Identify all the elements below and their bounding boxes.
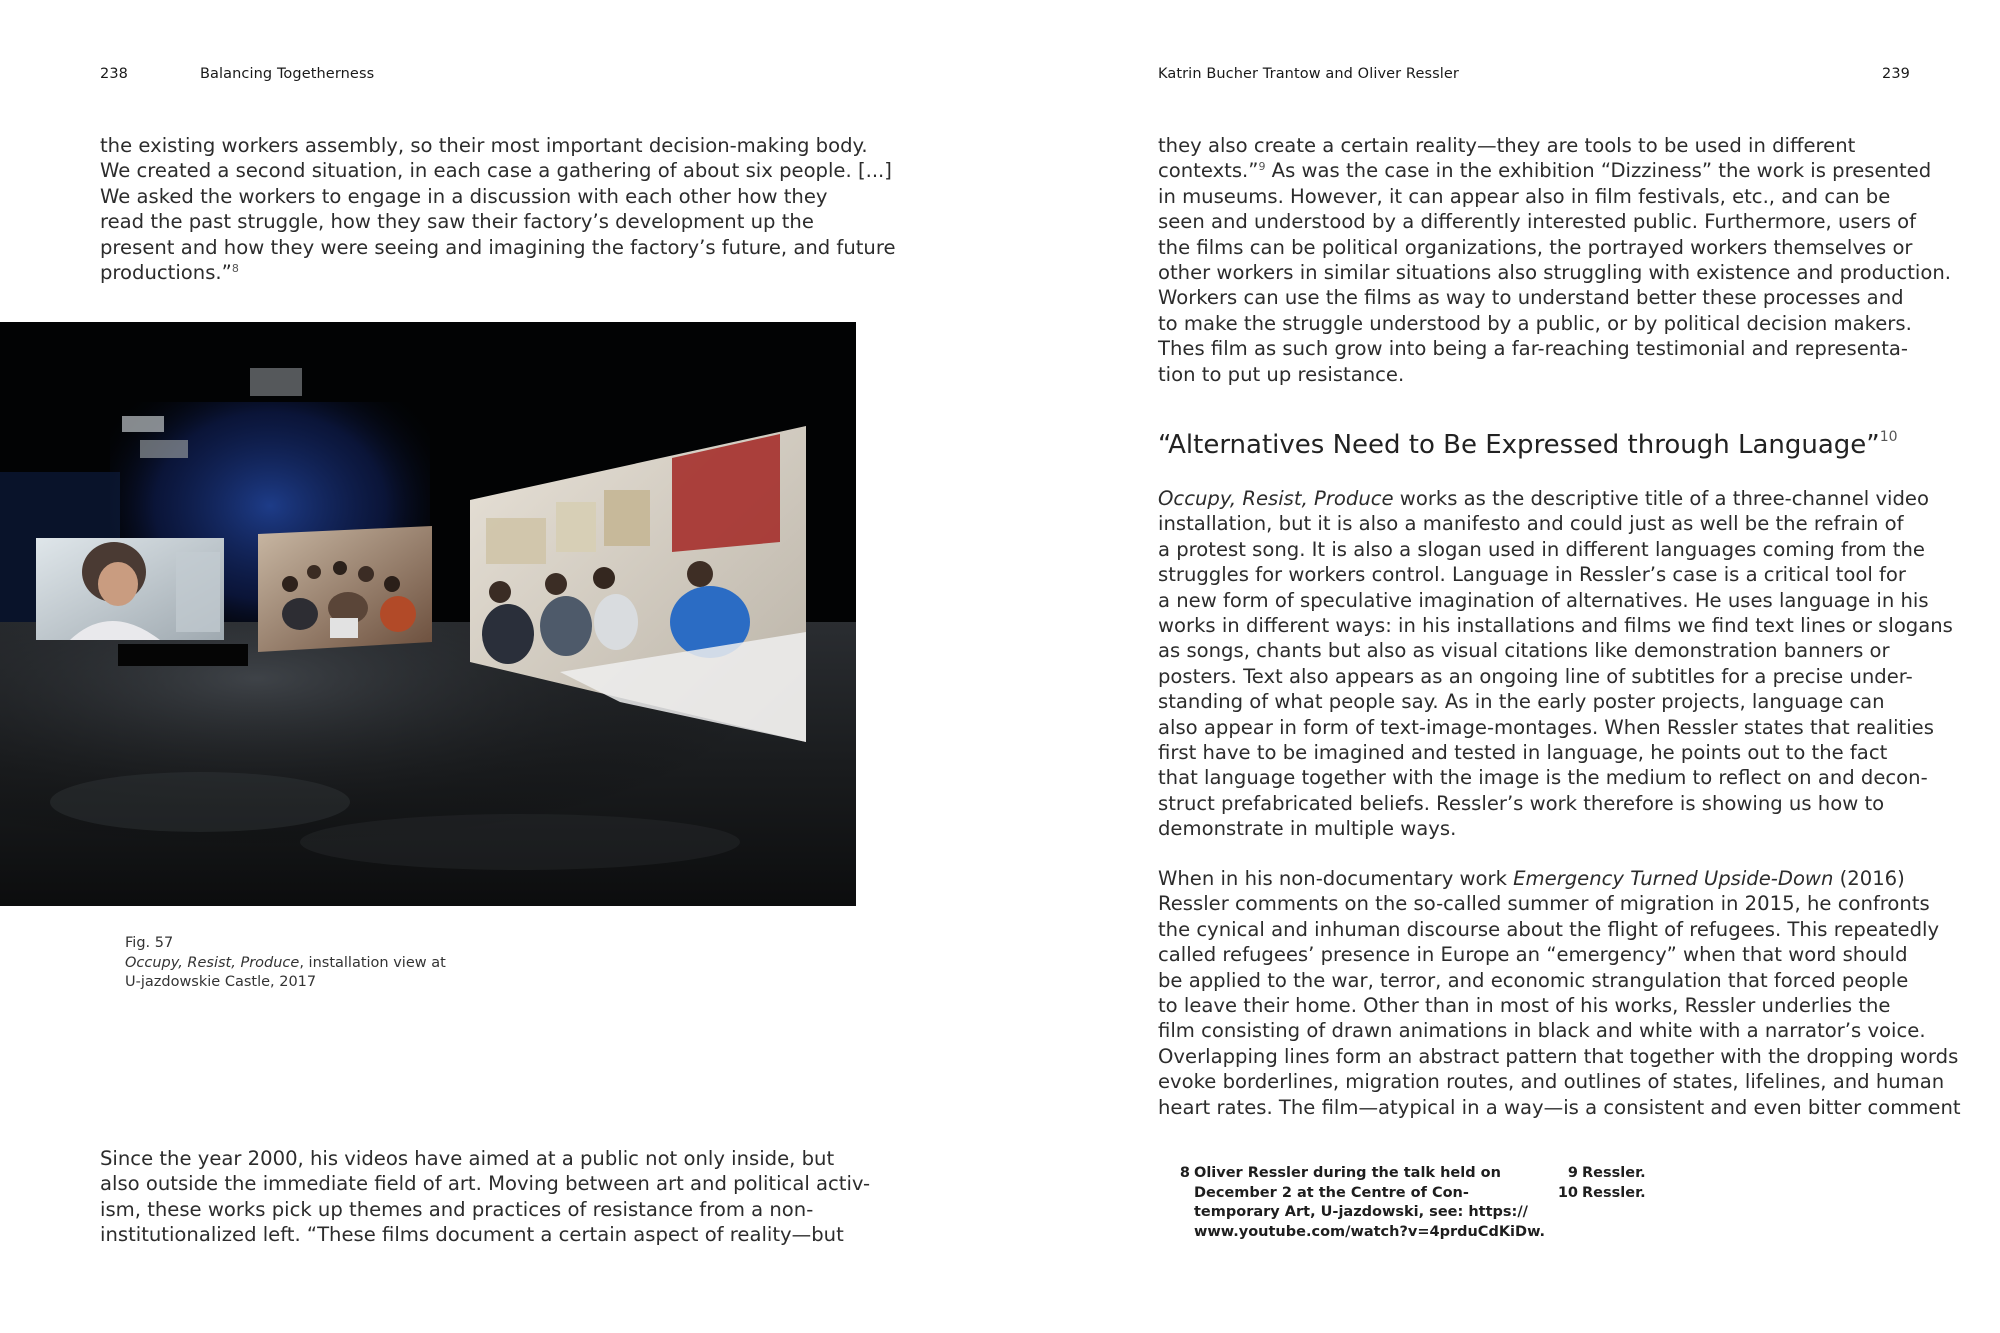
- footnote-line: December 2 at the Centre of Con-: [1194, 1184, 1469, 1201]
- text-line: to make the struggle understood by a public, or by political decision makers.: [1158, 311, 1912, 335]
- footnote-text: [1582, 1184, 1646, 1204]
- text-line: film consisting of drawn animations in black and white with a narrator’s voice.: [1158, 1019, 1926, 1043]
- left-page-number: 238: [100, 66, 128, 82]
- caption-label: Fig. 57: [125, 935, 174, 951]
- text-line: institutionalized left. “These films document a certain aspect of reality—but: [100, 1223, 844, 1247]
- text-line: in museums. However, it can appear also in film festivals, etc., and can be: [1158, 184, 1891, 208]
- right-paragraph-2: [1158, 486, 1953, 842]
- left-bottom-paragraph: [100, 1146, 870, 1248]
- text-fragment: As was the case in the exhibition “Dizziness” the work is presented: [1265, 159, 1932, 183]
- footnote-9: [1556, 1164, 1756, 1184]
- figure-caption: [125, 934, 446, 993]
- footnote-line: Ressler.: [1582, 1185, 1646, 1201]
- caption-line-2: U-jazdowskie Castle, 2017: [125, 974, 317, 990]
- text-line: also appear in form of text-image-montages. When Ressler states that realities: [1158, 715, 1934, 739]
- text-line: a new form of speculative imagination of alternatives. He uses language in his: [1158, 588, 1929, 612]
- footnote-ref-8[interactable]: 8: [231, 262, 239, 276]
- text-line: [1158, 486, 1953, 511]
- text-line: Workers can use the films as way to understand better these processes and: [1158, 286, 1904, 310]
- text-line: standing of what people say. As in the early poster projects, language can: [1158, 690, 1885, 714]
- installation-photo-illustration: [0, 322, 856, 906]
- text-fragment: (2016): [1833, 867, 1905, 890]
- text-line: Since the year 2000, his videos have aimed at a public not only inside, but: [100, 1147, 835, 1170]
- text-line: heart rates. The film—atypical in a way—is a consistent and even bitter comment: [1158, 1095, 1961, 1119]
- text-fragment: When in his non-documentary work: [1158, 867, 1514, 890]
- text-line: We asked the workers to engage in a discussion with each other how they: [100, 184, 828, 208]
- text-line: We created a second situation, in each case a gathering of about six people. [...]: [100, 159, 892, 183]
- text-line: [1158, 158, 1951, 183]
- footnote-ref-10[interactable]: 10: [1879, 429, 1898, 445]
- footnote-number: 9: [1567, 1165, 1578, 1181]
- text-line: present and how they were seeing and imagining the factory’s future, and future: [100, 235, 896, 259]
- footnote-line: temporary Art, U-jazdowski, see: https://: [1194, 1204, 1528, 1220]
- text-line: ism, these works pick up themes and practices of resistance from a non-: [100, 1197, 814, 1221]
- caption-line-1: [125, 954, 446, 974]
- text-line: as songs, chants but also as visual citations like demonstration banners or: [1158, 639, 1890, 663]
- footnote-number: 10: [1557, 1185, 1578, 1201]
- left-top-paragraph: [100, 133, 896, 285]
- work-title: Emergency Turned Upside-Down: [1513, 867, 1834, 890]
- right-running-head: Katrin Bucher Trantow and Oliver Ressler: [1158, 66, 1459, 82]
- footnote-line: Ressler.: [1582, 1165, 1646, 1181]
- left-running-head: Balancing Togetherness: [200, 66, 375, 82]
- text-line: the films can be political organizations, the portrayed workers themselves or: [1158, 235, 1913, 259]
- right-paragraph-3: [1158, 866, 1961, 1120]
- footnote-line: www.youtube.com/watch?v=4prduCdKiDw.: [1194, 1223, 1546, 1240]
- text-line: the cynical and inhuman discourse about the flight of refugees. This repeatedly: [1158, 917, 1940, 941]
- text-line: seen and understood by a differently interested public. Furthermore, users of: [1158, 210, 1917, 234]
- text-line: tion to put up resistance.: [1158, 362, 1405, 386]
- text-line: Overlapping lines form an abstract pattern that together with the dropping words: [1158, 1044, 1959, 1068]
- footnote-number: 8: [1179, 1165, 1190, 1181]
- installation-photo: [0, 322, 856, 906]
- text-line: evoke borderlines, migration routes, and outlines of states, lifelines, and human: [1158, 1070, 1945, 1094]
- footnote-text: [1194, 1164, 1545, 1242]
- caption-title: Occupy, Resist, Produce: [125, 954, 300, 971]
- text-line: the existing workers assembly, so their most important decision-making body.: [100, 134, 868, 157]
- text-line: posters. Text also appears as an ongoing line of subtitles for a precise under-: [1158, 664, 1913, 688]
- text-line-last: [100, 260, 896, 285]
- text-line: installation, but it is also a manifesto and could just as well be the refrain of: [1158, 512, 1904, 536]
- text-line: demonstrate in multiple ways.: [1158, 817, 1457, 841]
- text-line: to leave their home. Other than in most of his works, Ressler underlies the: [1158, 994, 1891, 1018]
- text-line: read the past struggle, how they saw their factory’s development up the: [100, 210, 814, 234]
- text-line: other workers in similar situations also struggling with existence and production.: [1158, 261, 1952, 285]
- footnote-text: [1582, 1164, 1646, 1184]
- text-line: called refugees’ presence in Europe an “emergency” when that word should: [1158, 943, 1908, 967]
- text-line: works in different ways: in his installations and films we find text lines or slogans: [1158, 614, 1953, 638]
- text-fragment: productions.”: [100, 261, 232, 285]
- footnote-ref-9[interactable]: 9: [1258, 160, 1266, 174]
- right-paragraph-1: [1158, 133, 1951, 387]
- section-heading: [1158, 430, 1898, 460]
- text-fragment: works as the descriptive title of a three-channel video: [1393, 487, 1929, 510]
- text-line: struggles for workers control. Language in Ressler’s case is a critical tool for: [1158, 563, 1906, 587]
- footnote-8: [1168, 1164, 1548, 1244]
- text-line: be applied to the war, terror, and economic strangulation that forced people: [1158, 968, 1909, 992]
- text-line: that language together with the image is the medium to reflect on and decon-: [1158, 766, 1928, 790]
- text-line: first have to be imagined and tested in language, he points out to the fact: [1158, 741, 1888, 765]
- text-line: they also create a certain reality—they are tools to be used in different: [1158, 134, 1856, 157]
- text-line: struct prefabricated beliefs. Ressler’s work therefore is showing us how to: [1158, 791, 1885, 815]
- text-line: Ressler comments on the so-called summer of migration in 2015, he confronts: [1158, 892, 1930, 916]
- right-page-number: 239: [1882, 66, 1910, 82]
- footnote-10: [1556, 1184, 1756, 1204]
- heading-text: “Alternatives Need to Be Expressed through Language”: [1158, 430, 1880, 460]
- text-line: a protest song. It is also a slogan used in different languages coming from the: [1158, 537, 1925, 561]
- text-line: also outside the immediate field of art. Moving between art and political activ-: [100, 1172, 871, 1196]
- work-title: Occupy, Resist, Produce: [1158, 487, 1394, 510]
- caption-text: , installation view at: [299, 954, 446, 971]
- footnote-line: Oliver Ressler during the talk held on: [1194, 1165, 1501, 1181]
- text-line: Thes film as such grow into being a far-reaching testimonial and representa-: [1158, 337, 1908, 361]
- text-line: [1158, 866, 1961, 891]
- text-fragment: contexts.”: [1158, 159, 1259, 183]
